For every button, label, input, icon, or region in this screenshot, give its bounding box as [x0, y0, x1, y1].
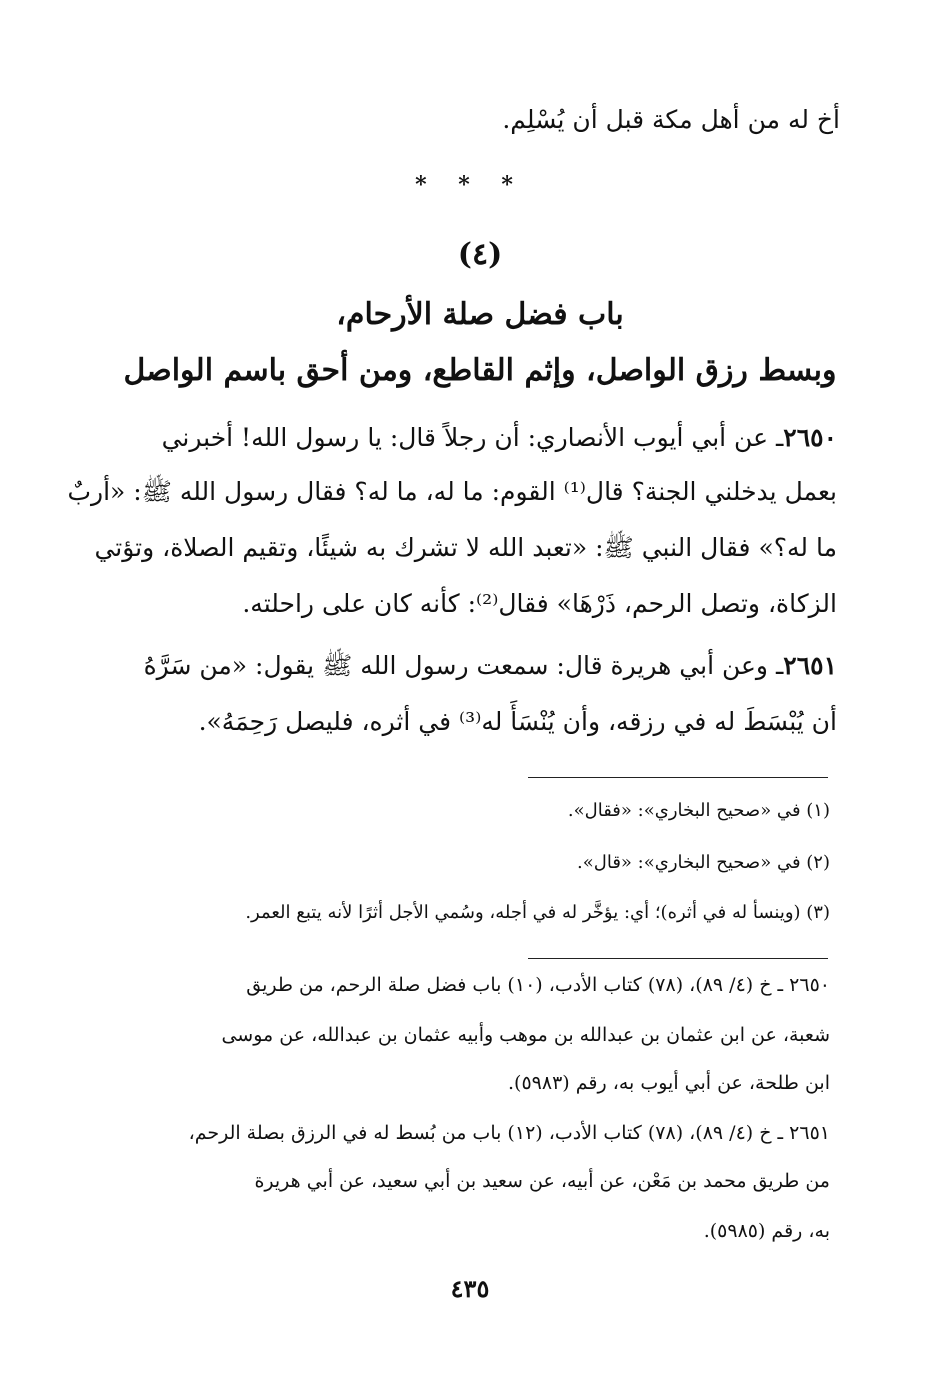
footnote-2: (٢) في «صحيح البخاري»: «قال». — [577, 852, 830, 873]
sources-divider — [528, 958, 828, 959]
separator-stars: * * * — [415, 172, 525, 198]
source-2650-line-2: شعبة، عن ابن عثمان بن عبدالله بن موهب وأبيه عثمان بن عبدالله، عن موسى — [221, 1024, 830, 1046]
source-2651-line-1: ٢٦٥١ ـ خ (٤/ ٨٩)، (٧٨) كتاب الأدب، (١٢) باب من بُسط له في الرزق بصلة الرحم، — [188, 1122, 830, 1144]
hadith-2651-line-2: أن يُبْسَطَ له في رزقه، وأن يُنْسَأَ له⁽³⁾ في أثره، فليصل رَحِمَهُ». — [198, 707, 837, 736]
source-2650-line-3: ابن طلحة، عن أبي أيوب به، رقم (٥٩٨٣). — [508, 1072, 830, 1094]
source-2650-line-1: ٢٦٥٠ ـ خ (٤/ ٨٩)، (٧٨) كتاب الأدب، (١٠) باب فضل صلة الرحم، من طريق — [246, 974, 830, 996]
footnote-3: (٣) (وينسأ له في أثره)؛ أي: يؤخَّر له في أجله، وسُمي الأجل أثرًا لأنه يتبع العمر. — [245, 902, 830, 923]
hadith-number: ٢٦٥١ — [783, 651, 837, 680]
hadith-2650-line-4: الزكاة، وتصل الرحم، ذَرْهَا» فقال⁽²⁾: كأنه كان على راحلته. — [242, 589, 837, 618]
chapter-title-line-2: وبسط رزق الواصل، وإثم القاطع، ومن أحق باسم الواصل — [123, 353, 837, 388]
continuation-line: أخ له من أهل مكة قبل أن يُسْلِم. — [502, 105, 840, 134]
hadith-text: ـ عن أبي أيوب الأنصاري: أن رجلاً قال: يا رسول الله! أخبرني — [161, 423, 784, 452]
hadith-2650-line-2: بعمل يدخلني الجنة؟ قال⁽¹⁾ القوم: ما له، ما له؟ فقال رسول الله ﷺ: «أربٌ — [67, 477, 837, 506]
chapter-number: (٤) — [457, 237, 503, 272]
page-number: ٤٣٥ — [450, 1274, 490, 1303]
source-2651-line-3: به، رقم (٥٩٨٥). — [703, 1220, 830, 1242]
source-2651-line-2: من طريق محمد بن مَعْن، عن أبيه، عن سعيد بن أبي سعيد، عن أبي هريرة — [254, 1170, 830, 1192]
hadith-number: ٢٦٥٠ — [783, 423, 837, 452]
chapter-title-line-1: باب فضل صلة الأرحام، — [336, 297, 624, 332]
hadith-2651-line-1 — [125, 646, 837, 686]
hadith-text: ـ وعن أبي هريرة قال: سمعت رسول الله ﷺ يقول: «من سَرَّهُ — [143, 651, 784, 680]
hadith-2650-line-1 — [137, 418, 837, 458]
hadith-2650-line-3: ما له؟» فقال النبي ﷺ: «تعبد الله لا تشرك به شيئًا، وتقيم الصلاة، وتؤتي — [94, 533, 837, 562]
footnote-divider — [528, 777, 828, 778]
footnote-1: (١) في «صحيح البخاري»: «فقال». — [567, 800, 830, 821]
